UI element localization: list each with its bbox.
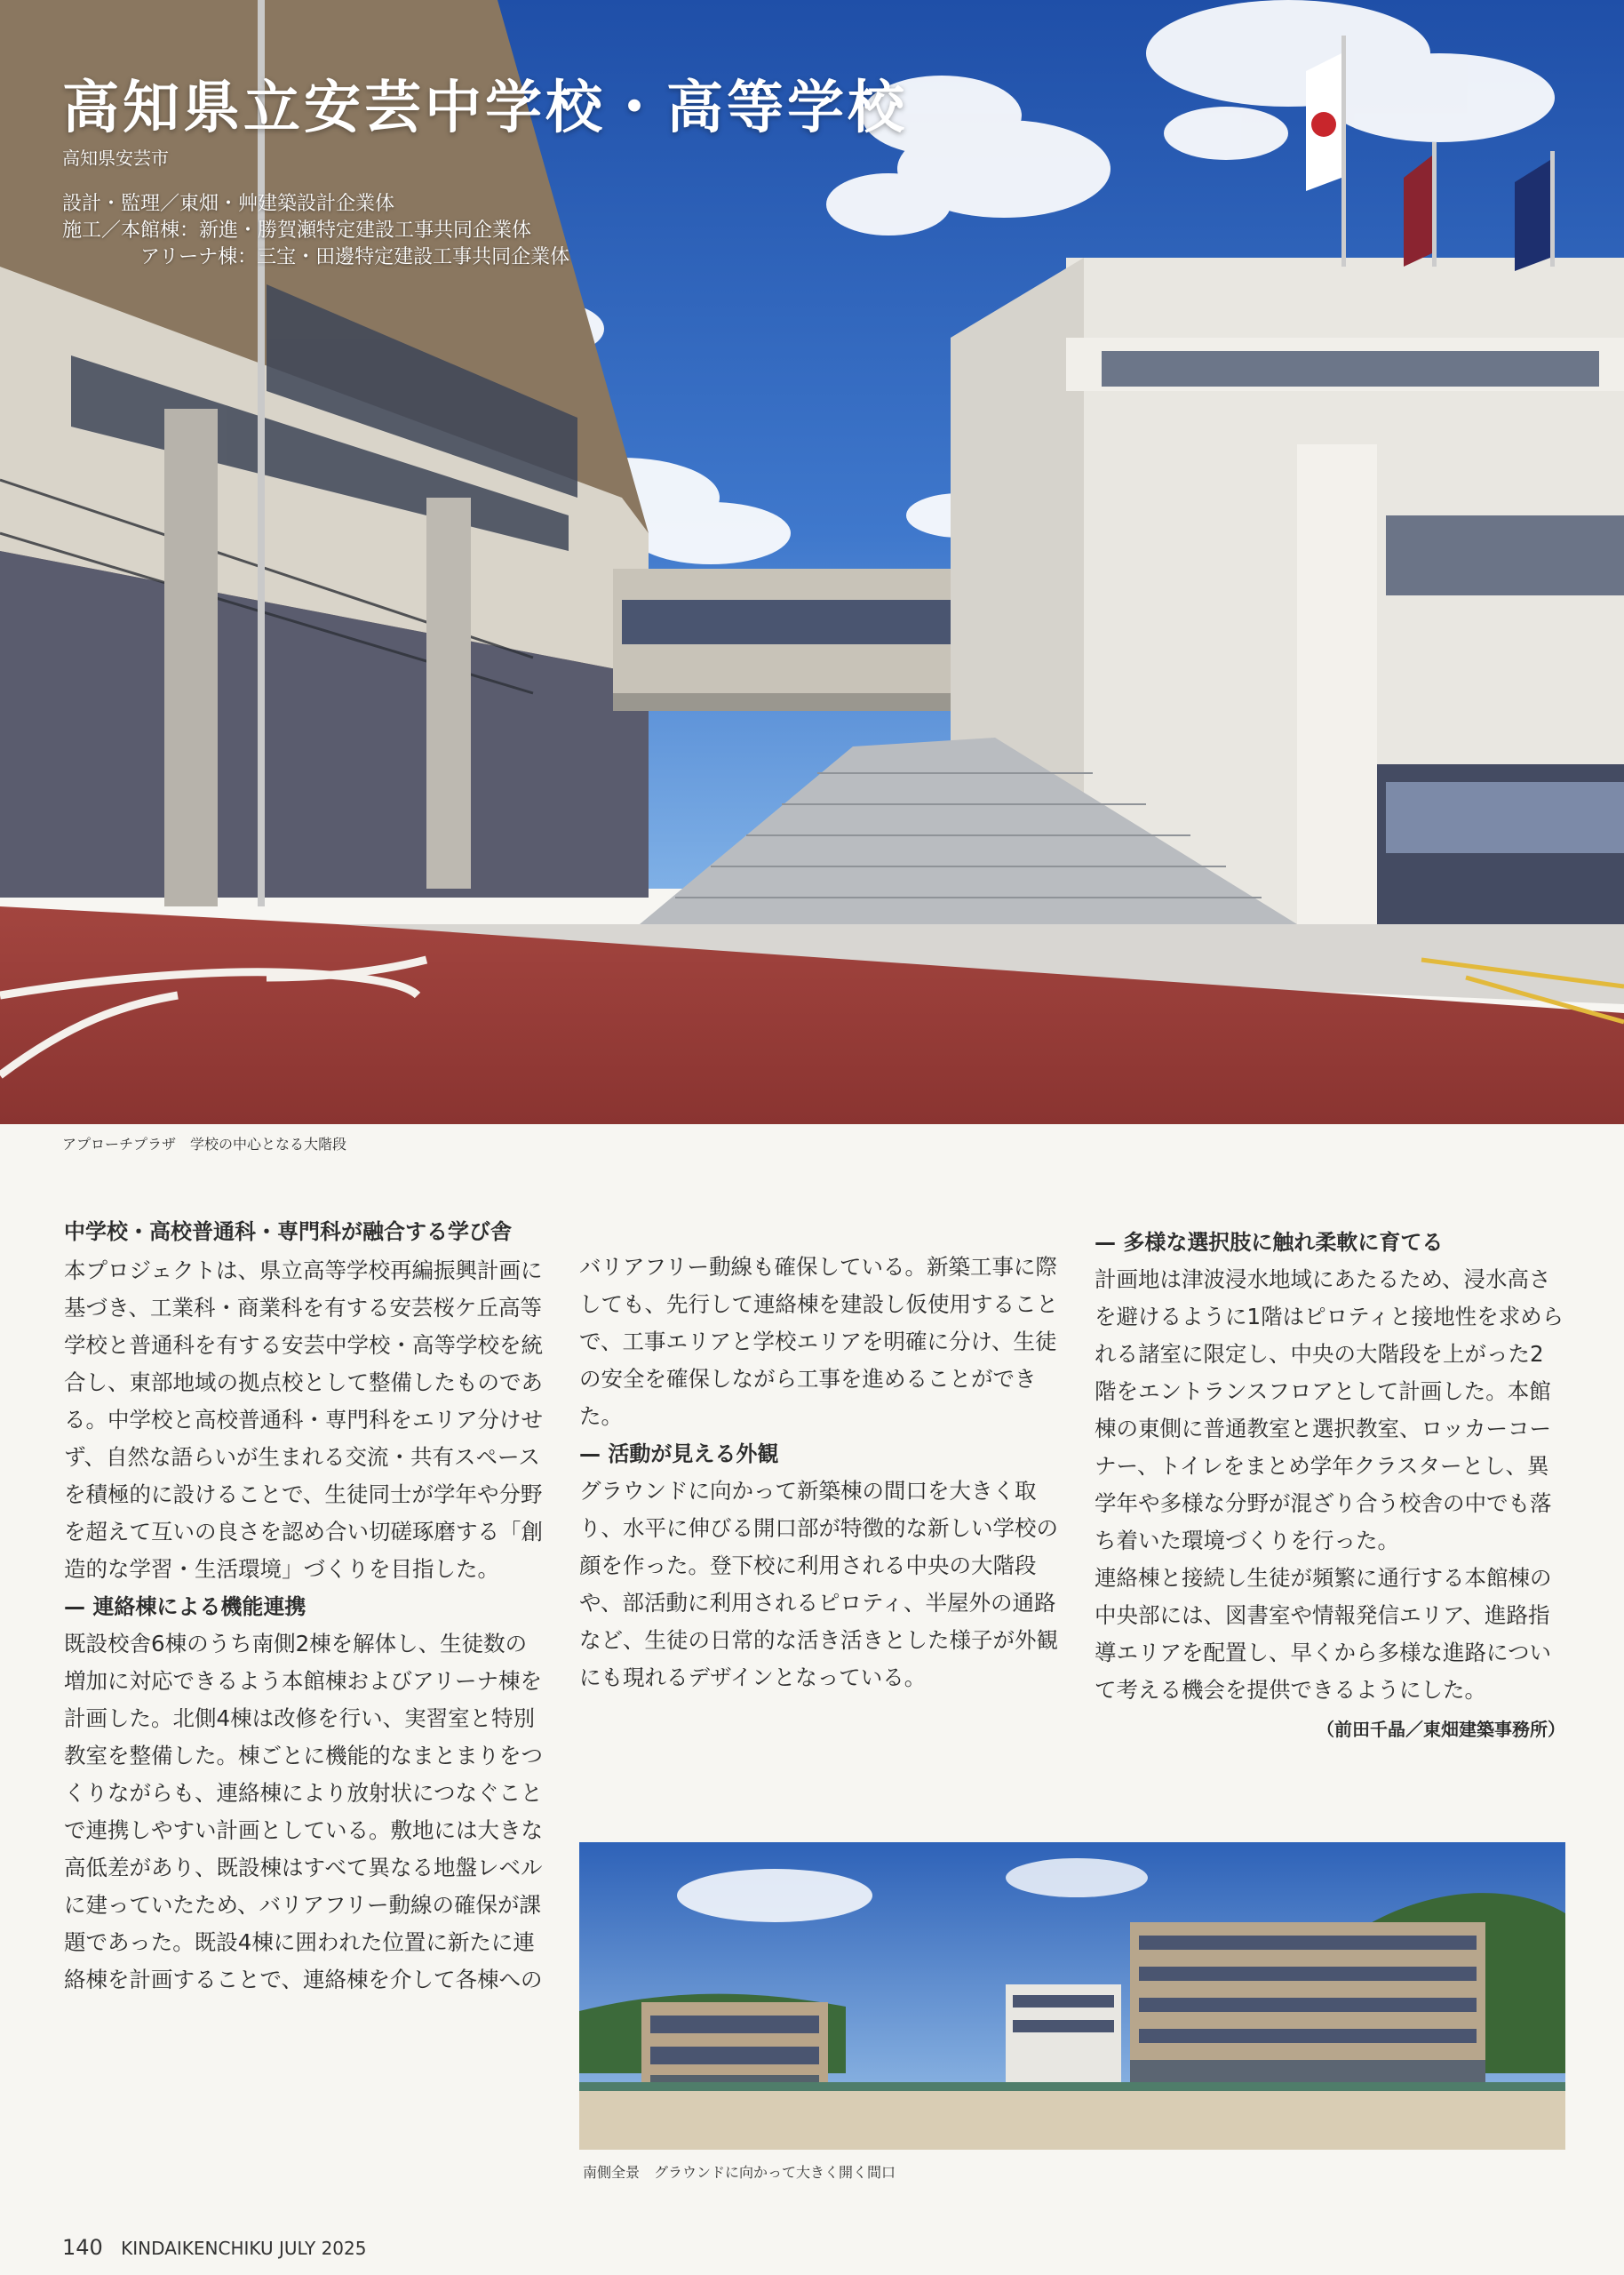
paragraph: 本プロジェクトは、県立高等学校再編振興計画に基づき、工業科・商業科を有する安芸桜ケ丘高等学校と普通科を有する安芸中学校・高等学校を統合し、東部地域の拠点校として整備したものである。中学校と高校普通科・専門科をエリア分けせず、自然な語らいが生まれる交流・共有スペースを積極的に設けることで、生徒同士が学年や分野を超えて互いの良さを認め合い切磋琢磨する「創造的な学習・生活環境」づくりを目指した。 (64, 1257, 543, 1582)
page-footer (62, 2235, 366, 2260)
page-title: 高知県立安芸中学校・高等学校 (62, 76, 908, 141)
south-view-photo (579, 1842, 1565, 2150)
credits-block (62, 191, 569, 271)
article-column-3 (1095, 1230, 1565, 1748)
hero-photo (0, 0, 1624, 1124)
author-credit: （前田千晶／東畑建築事務所） (1317, 1719, 1565, 1740)
paragraph: 連絡棟と接続し生徒が頻繁に通行する本館棟の中央部には、図書室や情報発信エリア、進路指導エリアを配置し、早くから多様な進路について考える機会を提供できるようにした。 (1095, 1565, 1552, 1703)
credit-construction: 施工／本館棟：新進・勝賀瀬特定建設工事共同企業体 (62, 220, 532, 242)
credit-arena: アリーナ棟：三宝・田邊特定建設工事共同企業体 (140, 246, 570, 268)
paragraph: 計画地は津波浸水地域にあたるため、浸水高さを避けるように1階はピロティと接地性を求められる諸室に限定し、中央の大階段を上がった2階をエントランスフロアとして計画した。本館棟の東側に普通教室と選択教室、ロッカーコーナー、トイレをまとめ学年クラスターとし、異学年や多様な分野が混ざり合う校舎の中でも落ち着いた環境づくりを行った。 (1095, 1266, 1564, 1553)
paragraph: 既設校舎6棟のうち南側2棟を解体し、生徒数の増加に対応できるよう本館棟およびアリーナ棟を計画した。北側4棟は改修を行い、実習室と特別教室を整備した。棟ごとに機能的なまとまりをつくりながらも、連絡棟により放射状につなぐことで連携しやすい計画としている。敷地には大きな高低差があり、既設棟はすべて異なる地盤レベルに建っていたため、バリアフリー動線の確保が課題であった。既設4棟に囲われた位置に新たに連絡棟を計画することで、連絡棟を介して各棟への (64, 1631, 543, 1992)
hero-illustration (0, 0, 1624, 1124)
article-column-2 (579, 1249, 1059, 1696)
credit-design: 設計・監理／東畑・艸建築設計企業体 (62, 193, 395, 215)
south-view-caption: 南側全景 グラウンドに向かって大きく開く間口 (583, 2164, 896, 2181)
magazine-name: KINDAIKENCHIKU JULY 2025 (121, 2238, 367, 2259)
page-number: 140 (62, 2235, 103, 2260)
subheading: — 連絡棟による機能連携 (64, 1594, 306, 1619)
location-label: 高知県安芸市 (62, 148, 169, 169)
subheading: — 活動が見える外観 (579, 1441, 779, 1466)
hero-caption: アプローチプラザ 学校の中心となる大階段 (62, 1136, 347, 1153)
paragraph: グラウンドに向かって新築棟の間口を大きく取り、水平に伸びる開口部が特徴的な新しい学校の顔を作った。登下校に利用される中央の大階段や、部活動に利用されるピロティ、半屋外の通路など、生徒の日常的な活き活きとした様子が外観にも現れるデザインとなっている。 (579, 1478, 1058, 1690)
subheading: — 多様な選択肢に触れ柔軟に育てる (1095, 1230, 1444, 1255)
south-view-illustration (579, 1842, 1565, 2150)
paragraph: バリアフリー動線も確保している。新築工事に際しても、先行して連絡棟を建設し仮使用することで、工事エリアと学校エリアを明確に分け、生徒の安全を確保しながら工事を進めることができた。 (579, 1254, 1058, 1429)
article-heading: 中学校・高校普通科・専門科が融合する学び舎 (64, 1219, 512, 1244)
article-column-1 (64, 1213, 544, 1999)
